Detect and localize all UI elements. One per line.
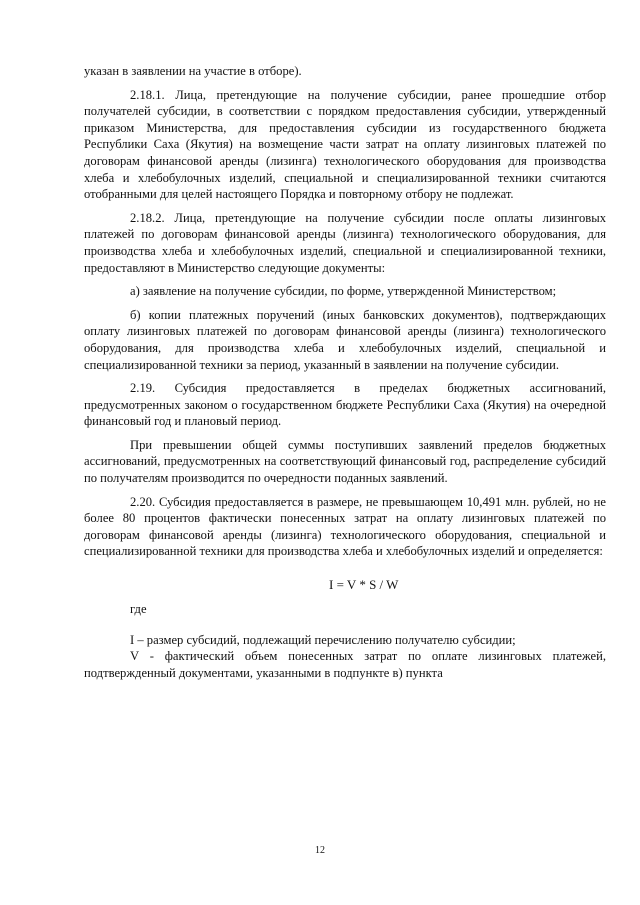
paragraph-continuation: указан в заявлении на участие в отборе). — [84, 64, 302, 78]
subsidy-formula: I = V * S / W — [329, 577, 399, 593]
page-number: 12 — [315, 845, 325, 856]
document-body — [84, 63, 606, 681]
paragraph-2-18-2: 2.18.2. Лица, претендующие на получение субсидии после оплаты лизинговых платежей по договорам финансовой аренды (лизинга) технологического оборудования, для производства хлеба и хлебобулочных изделий, специальной и специализированной техники, предоставляют в Министерство следующие документы: — [84, 210, 606, 275]
list-item-b: б) копии платежных поручений (иных банковских документов), подтверждающих оплату лизинговых платежей по договорам финансовой аренды (лизинга) технологического оборудования, для производства хлеба и хлебобулочных изделий, специальной и специализированной техники за период, указанный в заявлении на получение субсидии. — [84, 307, 606, 372]
where-label: где — [130, 602, 147, 617]
definition-v: V - фактический объем понесенных затрат по оплате лизинговых платежей, подтвержденный документами, указанными в подпункте в) пункта — [84, 649, 606, 680]
paragraph-2-19: 2.19. Субсидия предоставляется в пределах бюджетных ассигнований, предусмотренных законом о государственном бюджете Республики Саха (Якутия) на очередной финансовый год и плановый период. — [84, 381, 606, 429]
paragraph-2-20: 2.20. Субсидия предоставляется в размере, не превышающем 10,491 млн. рублей, но не более 80 процентов фактически понесенных затрат на оплату лизинговых платежей по договорам финансовой аренды (лизинга) технологического оборудования, специальной и специализированной техники для производства хлеба и хлебобулочных изделий и определяется: — [84, 494, 606, 559]
paragraph-excess: При превышении общей суммы поступивших заявлений пределов бюджетных ассигнований, предусмотренных на соответствующий финансовый год, распределение субсидий по получателям производится по очередности поданных заявлений. — [84, 437, 606, 486]
paragraph-2-18-1: 2.18.1. Лица, претендующие на получение субсидии, ранее прошедшие отбор получателей субсидии, в соответствии с порядком предоставления субсидии, утвержденный приказом Министерства, для предоставления субсидии из государственного бюджета Республики Саха (Якутия) на возмещение части затрат на оплату лизинговых платежей по договорам финансовой аренды (лизинга) технологического оборудования для производства хлеба и хлебобулочных изделий, специальной и специализированной техники считаются отобранными для целей настоящего Порядка и повторному отбору не подлежат. — [84, 87, 606, 202]
definition-i: I – размер субсидий, подлежащий перечислению получателю субсидии; — [130, 632, 516, 647]
list-item-a: а) заявление на получение субсидии, по форме, утвержденной Министерством; — [130, 284, 557, 299]
